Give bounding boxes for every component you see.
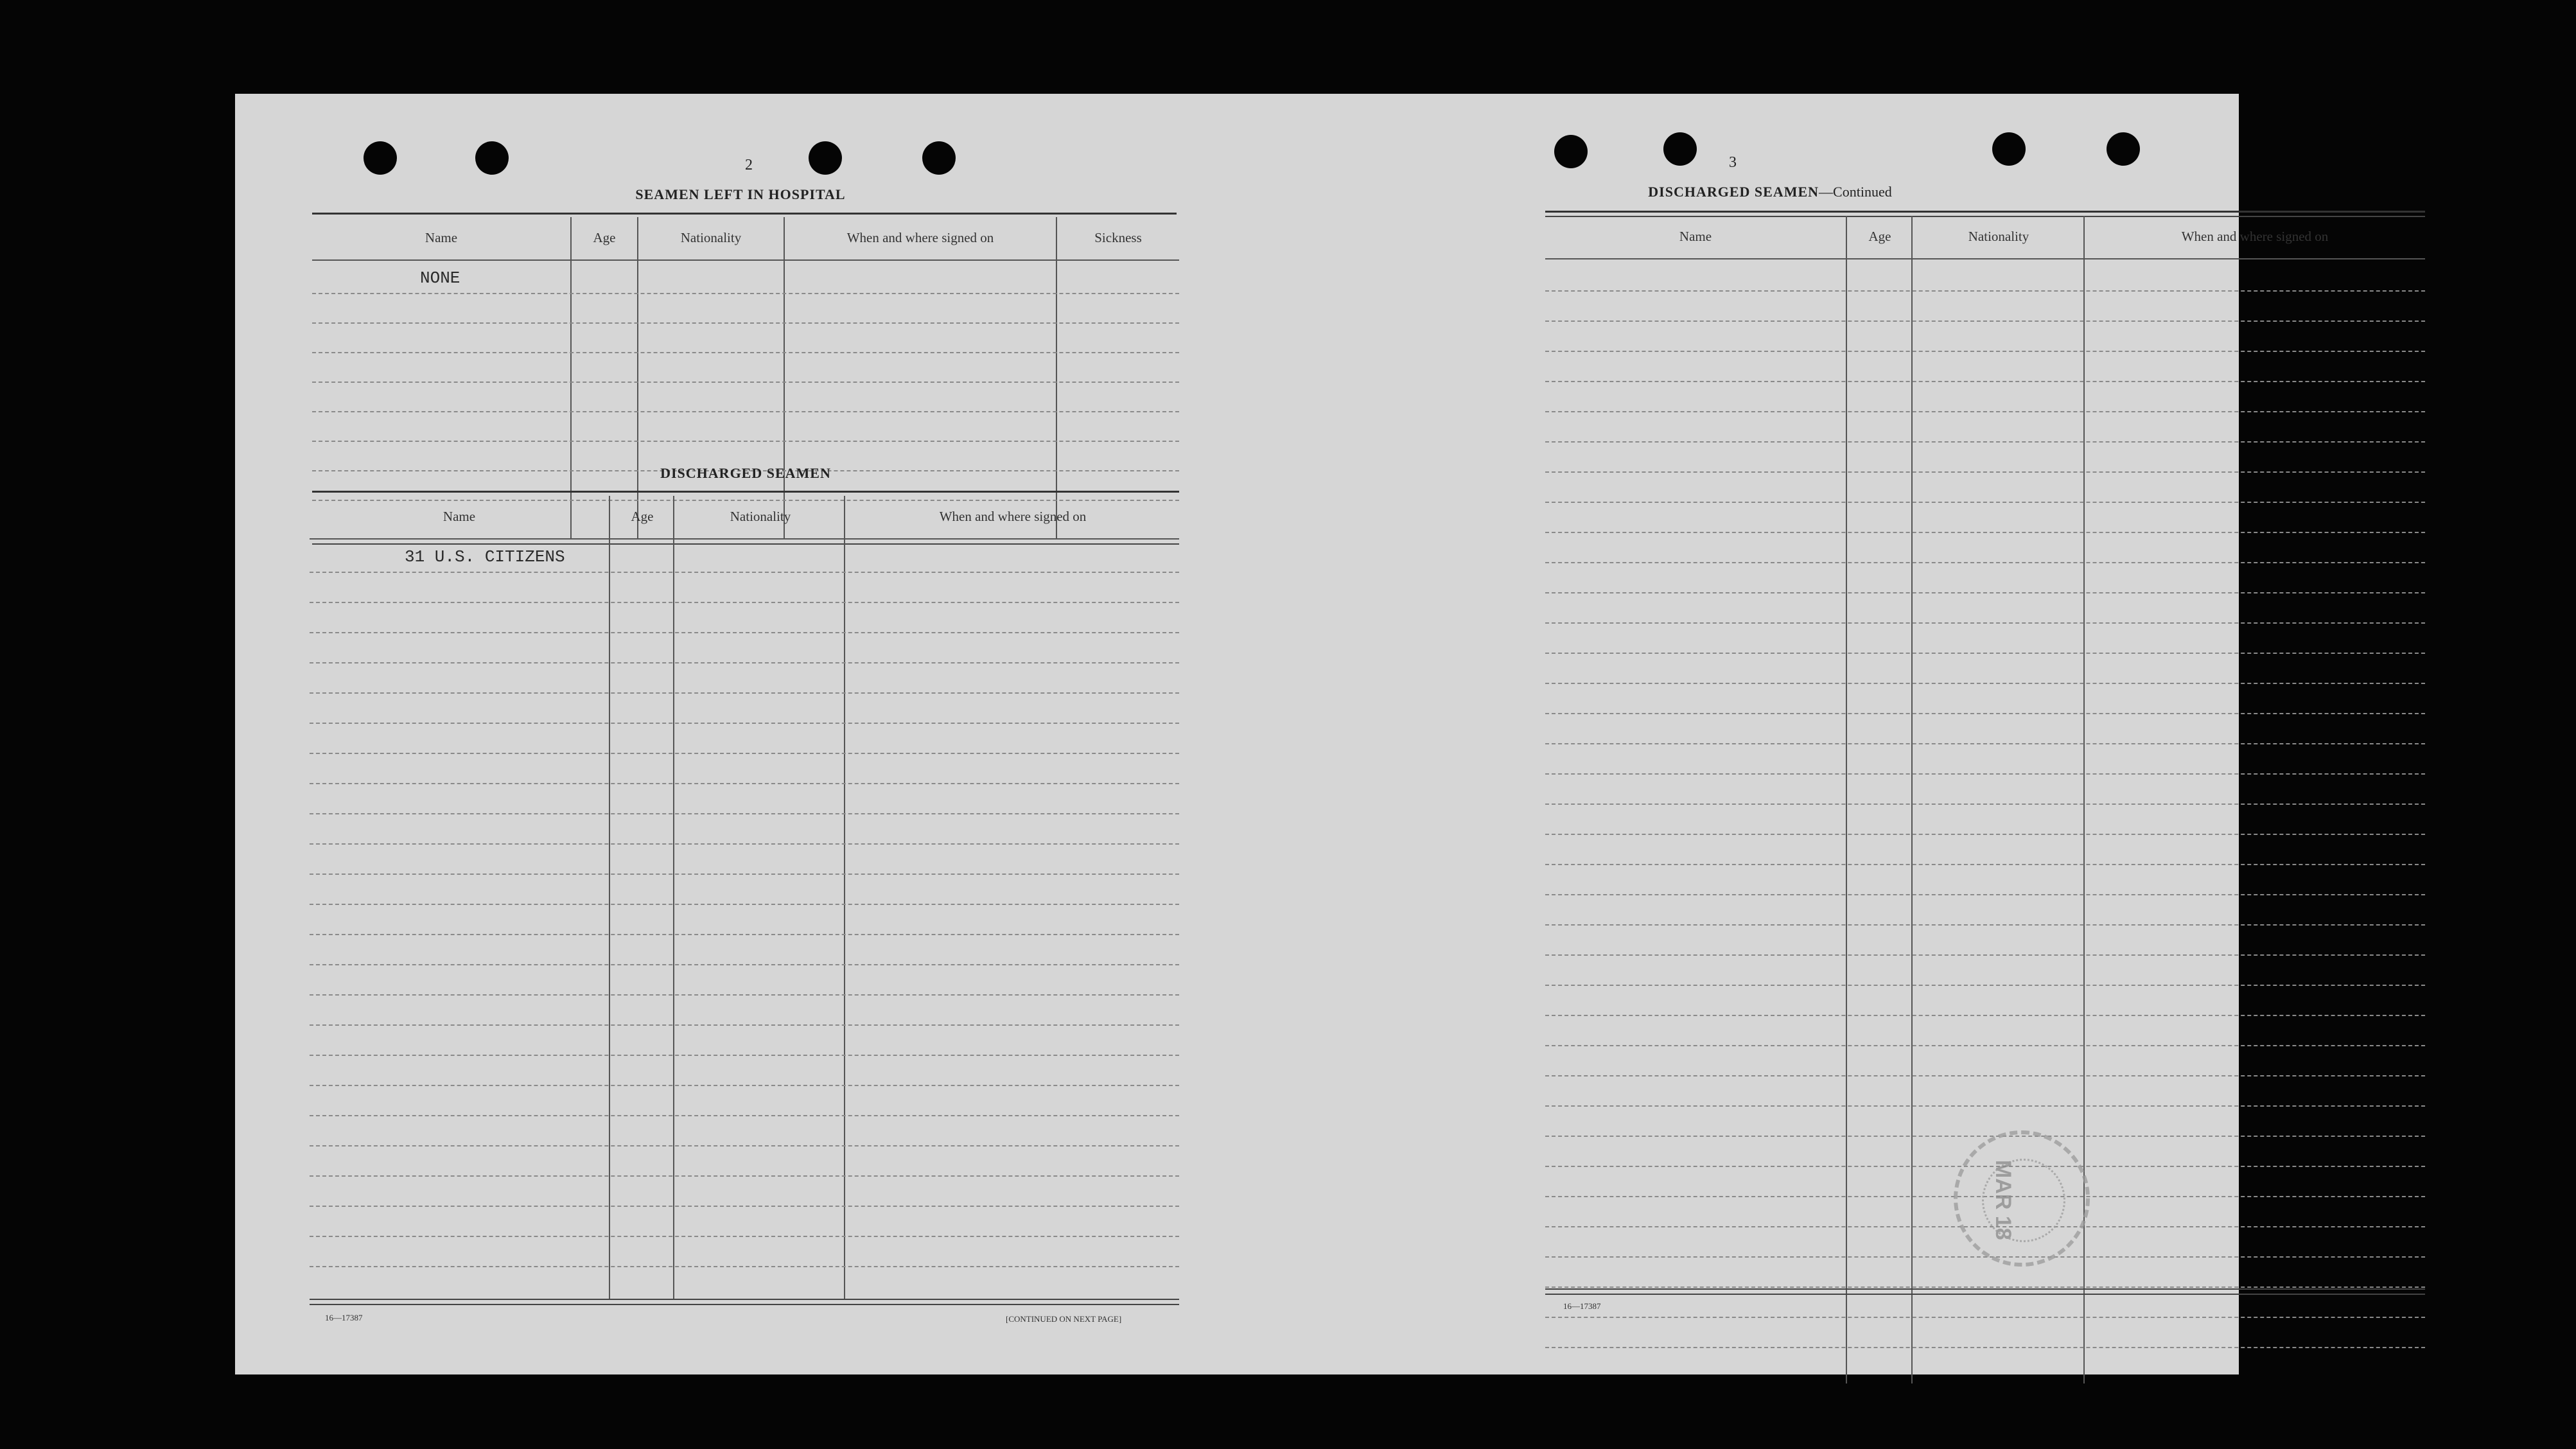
- row-line: [312, 441, 1179, 442]
- column-header-age: Age: [1868, 229, 1891, 244]
- row-line: [310, 1085, 1179, 1086]
- row-line: [1545, 321, 2425, 322]
- row-line: [1545, 954, 2425, 956]
- row-line: [310, 662, 1179, 663]
- row-line: [310, 813, 1179, 814]
- row-line: [310, 692, 1179, 694]
- hospital-section-title: SEAMEN LEFT IN HOSPITAL: [635, 186, 846, 202]
- row-line: [1545, 471, 2425, 473]
- document-paper: [235, 94, 2329, 1374]
- row-line: [1545, 562, 2425, 563]
- row-line: [1545, 924, 2425, 926]
- row-line: [1545, 622, 2425, 624]
- punch-hole: [922, 141, 956, 175]
- row-line: [1545, 864, 2425, 865]
- continued-note: [CONTINUED ON NEXT PAGE]: [1006, 1314, 1122, 1324]
- row-line: [1545, 985, 2425, 986]
- row-line: [1545, 1256, 2425, 1258]
- row-line: [310, 994, 1179, 996]
- row-line: [1545, 713, 2425, 714]
- row-line: [312, 322, 1179, 324]
- column-header-nationality: Nationality: [730, 509, 791, 524]
- row-line: [1545, 381, 2425, 382]
- row-line: [1545, 1317, 2425, 1318]
- table-bottom-rule: [310, 1299, 1179, 1300]
- column-header-sickness: Sickness: [1094, 230, 1142, 245]
- discharged-continued-title-main: DISCHARGED SEAMEN: [1648, 184, 1819, 200]
- punch-hole: [1554, 135, 1588, 168]
- punch-hole: [1992, 132, 2026, 166]
- date-stamp-text: MAR 18: [1991, 1160, 2015, 1240]
- row-line: [1545, 1045, 2425, 1046]
- row-line: [1545, 683, 2425, 684]
- row-line: [1545, 1105, 2425, 1107]
- punch-hole: [1663, 132, 1697, 166]
- column-divider: [844, 496, 845, 1299]
- discharged-section-title: DISCHARGED SEAMEN: [660, 465, 831, 481]
- page-3: [1237, 94, 2329, 1374]
- row-line: [310, 783, 1179, 784]
- row-line: [1545, 804, 2425, 805]
- column-header-name: Name: [1679, 229, 1712, 244]
- title-rule: [1545, 211, 2425, 213]
- row-line: [312, 382, 1179, 383]
- form-number: 16—17387: [325, 1313, 363, 1322]
- punch-hole: [364, 141, 397, 175]
- title-rule: [312, 491, 1179, 493]
- table-bottom-rule: [1545, 1294, 2425, 1295]
- row-line: [1545, 411, 2425, 412]
- form-number: 16—17387: [1563, 1301, 1601, 1311]
- row-line: [1545, 1136, 2425, 1137]
- row-line: [1545, 1347, 2425, 1348]
- row-line: [312, 411, 1179, 412]
- column-header-signed-on: When and where signed on: [846, 230, 994, 245]
- row-line: [1545, 592, 2425, 593]
- column-header-nationality: Nationality: [680, 230, 742, 245]
- row-line: [310, 874, 1179, 875]
- row-line: [310, 904, 1179, 905]
- page-2: [235, 94, 1237, 1374]
- row-line: [310, 1175, 1179, 1177]
- punch-hole: [475, 141, 509, 175]
- discharged-continued-title-suffix: —Continued: [1819, 184, 1892, 200]
- page-number: 2: [745, 157, 753, 173]
- row-line: [310, 602, 1179, 603]
- column-header-age: Age: [593, 230, 616, 245]
- table-bottom-rule: [1545, 1288, 2425, 1290]
- column-header-nationality: Nationality: [1968, 229, 2029, 244]
- row-line: [1545, 743, 2425, 744]
- row-line: [1545, 290, 2425, 292]
- row-line: [310, 1115, 1179, 1116]
- column-header-signed-on: When and where signed on: [939, 509, 1087, 524]
- table-bottom-rule: [310, 1304, 1179, 1305]
- column-divider: [637, 217, 638, 538]
- header-rule: [310, 538, 1179, 540]
- row-line: [310, 572, 1179, 573]
- row-line: [310, 723, 1179, 724]
- column-divider: [570, 217, 572, 538]
- row-line: [1545, 532, 2425, 533]
- column-divider: [673, 496, 674, 1299]
- row-line: [1545, 351, 2425, 352]
- row-line: [310, 1055, 1179, 1056]
- column-divider: [784, 217, 785, 538]
- row-line: [310, 843, 1179, 845]
- row-line: [310, 964, 1179, 965]
- column-divider: [609, 496, 610, 1299]
- punch-hole: [809, 141, 842, 175]
- hospital-table: [312, 217, 1179, 538]
- page-number: 3: [1729, 154, 1737, 171]
- punch-hole: [2107, 132, 2140, 166]
- column-divider: [1056, 217, 1057, 538]
- row-line: [1545, 502, 2425, 503]
- row-line: [312, 352, 1179, 353]
- discharged-table: [310, 496, 1179, 1299]
- row-line: [310, 1266, 1179, 1267]
- discharged-continued-title: [1545, 184, 1995, 200]
- date-stamp: [1954, 1130, 2090, 1267]
- hospital-entry-name: NONE: [420, 268, 460, 288]
- row-line: [1545, 834, 2425, 835]
- row-line: [1545, 441, 2425, 443]
- row-line: [312, 293, 1179, 294]
- row-line: [1545, 773, 2425, 775]
- row-line: [310, 934, 1179, 935]
- row-line: [1545, 894, 2425, 895]
- row-line: [310, 1024, 1179, 1026]
- row-line: [310, 1145, 1179, 1146]
- discharged-entry-name: 31 U.S. CITIZENS: [405, 547, 565, 566]
- row-line: [310, 753, 1179, 754]
- row-line: [1545, 1075, 2425, 1076]
- row-line: [310, 1236, 1179, 1237]
- row-line: [1545, 1015, 2425, 1016]
- row-line: [310, 1206, 1179, 1207]
- row-line: [310, 632, 1179, 633]
- column-divider: [1846, 216, 1847, 1383]
- title-rule: [312, 213, 1177, 215]
- column-header-name: Name: [442, 509, 476, 524]
- column-header-name: Name: [425, 230, 458, 245]
- row-line: [1545, 653, 2425, 654]
- column-header-age: Age: [631, 509, 654, 524]
- row-line: [1545, 1287, 2425, 1288]
- header-rule: [312, 259, 1179, 261]
- column-divider: [1911, 216, 1913, 1383]
- column-header-signed-on: When and where signed on: [2181, 229, 2329, 244]
